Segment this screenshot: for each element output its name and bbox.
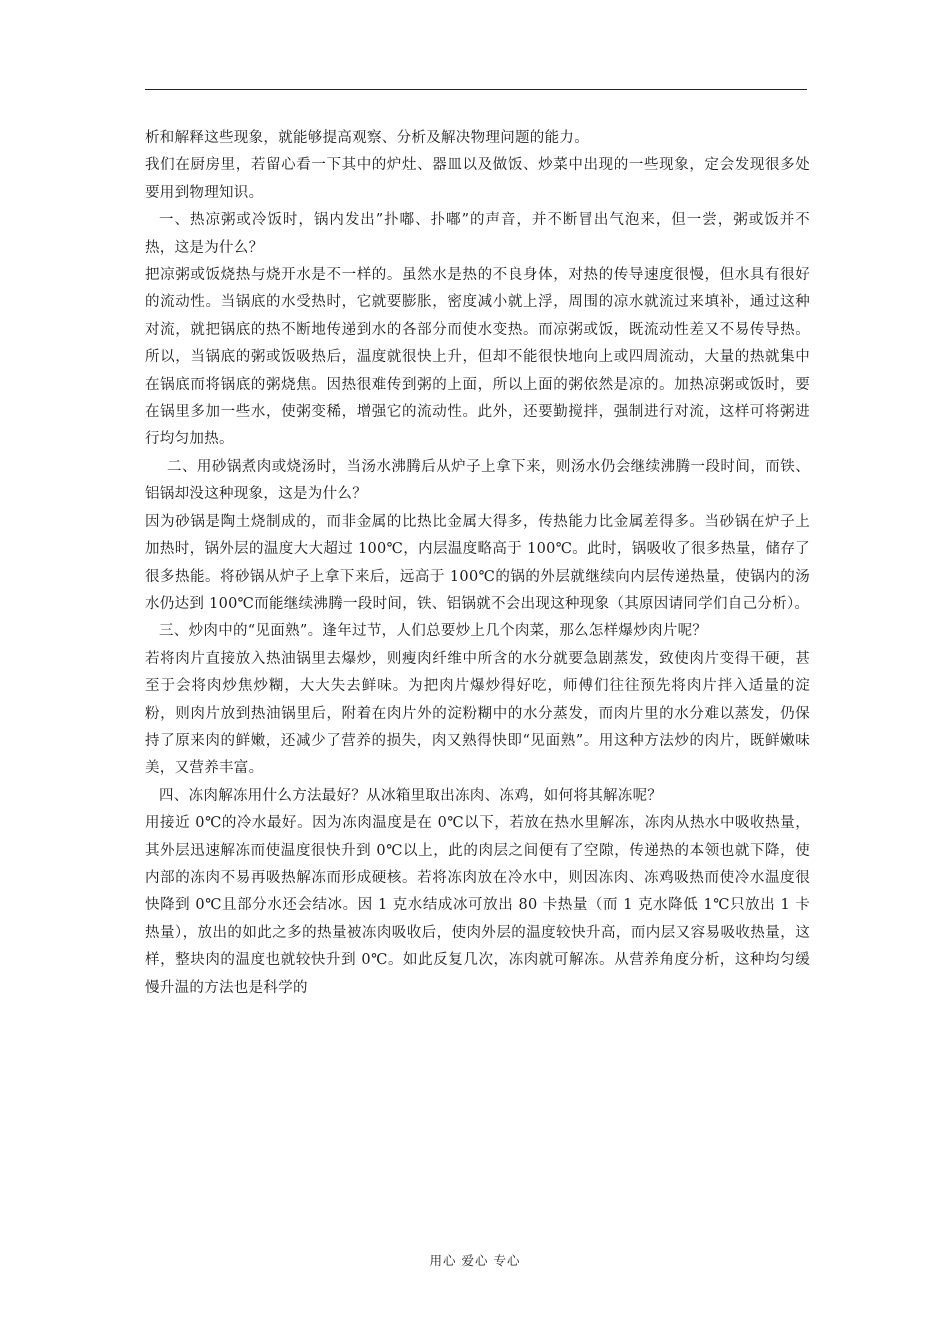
answer-2-paragraph: 因为砂锅是陶土烧制成的，而非金属的比热比金属大得多，传热能力比金属差得多。当砂锅在炉子上加热时，锅外层的温度大大超过 100℃，内层温度略高于 100℃。此时，锅吸收了很多热量，储存了很多热能。将砂锅从炉子上拿下来后，远高于 100℃的锅的外层就继续向内层传递热量，使锅内的汤水仍达到 100℃而能继续沸腾一段时间，铁、铝锅就不会出现这种现象（其原因请同学们自己分析）。 (145, 513, 810, 612)
answer-4-paragraph: 用接近 0℃的冷水最好。因为冻肉温度是在 0℃以下，若放在热水里解冻，冻肉从热水中吸收热量，其外层迅速解冻而使温度很快升到 0℃以上，此的肉层之间便有了空隙，传递热的本领也就下降，使内部的冻肉不易再吸热解冻而形成硬核。若将冻肉放在冷水中，则因冻肉、冻鸡吸热而使冷水温度很快降到 0℃且部分水还会结冰。因 1 克水结成冰可放出 80 卡热量（而 1 克水降低 1℃只放出 1 卡热量），放出的如此之多的热量被冻肉吸收后，使肉外层的温度较快升高，而内层又容易吸收热量，这样，整块肉的温度也就较快升到 0℃。如此反复几次，冻肉就可解冻。从营养角度分析，这种均匀缓慢升温的方法也是科学的 (145, 815, 810, 996)
paragraph-intro-continuation: 析和解释这些现象，就能够提高观察、分析及解决物理问题的能力。 (145, 130, 589, 146)
document-body (145, 125, 810, 1002)
answer-1-paragraph: 把凉粥或饭烧热与烧开水是不一样的。虽然水是热的不良身体，对热的传导速度很慢，但水具有很好的流动性。当锅底的水受热时，它就要膨胀，密度减小就上浮，周围的凉水就流过来填补，通过这种对流，就把锅底的热不断地传递到水的各部分而使水变热。而凉粥或饭，既流动性差又不易传导热。所以，当锅底的粥或饭吸热后，温度就很快上升，但却不能很快地向上或四周流动，大量的热就集中在锅底而将锅底的粥烧焦。因热很难传到粥的上面，所以上面的粥依然是凉的。加热凉粥或饭时，要在锅里多加一些水，使粥变稀，增强它的流动性。此外，还要勤搅拌，强制进行对流，这样可将粥进行均匀加热。 (145, 267, 810, 448)
question-4-heading: 四、冻肉解冻用什么方法最好？从冰箱里取出冻肉、冻鸡，如何将其解冻呢？ (159, 787, 663, 804)
question-3-heading: 三、炒肉中的“见面熟”。逢年过节，人们总要炒上几个肉菜，那么怎样爆炒肉片呢？ (159, 623, 708, 640)
page-footer: 用心 爱心 专心 (429, 1253, 521, 1268)
question-1-heading: 一、热凉粥或冷饭时，锅内发出”扑嘟、扑嘟”的声音，并不断冒出气泡来，但一尝，粥或饭并不热，这是为什么？ (145, 212, 810, 256)
header-rule (145, 89, 807, 90)
answer-3-paragraph: 若将肉片直接放入热油锅里去爆炒，则瘦肉纤维中所含的水分就要急剧蒸发，致使肉片变得干硬，甚至于会将肉炒焦炒糊，大大失去鲜味。为把肉片爆炒得好吃，师傅们往往预先将肉片拌入适量的淀粉，则肉片放到热油锅里后，附着在肉片外的淀粉糊中的水分蒸发，而肉片里的水分难以蒸发，仍保持了原来肉的鲜嫩，还减少了营养的损失，肉又熟得快即“见面熟”。用这种方法炒的肉片，既鲜嫩味美，又营养丰富。 (145, 650, 810, 777)
question-2-heading: 二、用砂锅煮肉或烧汤时，当汤水沸腾后从炉子上拿下来，则汤水仍会继续沸腾一段时间，而铁、铝锅却没这种现象，这是为什么？ (145, 458, 810, 503)
paragraph-intro: 我们在厨房里，若留心看一下其中的炉灶、器皿以及做饭、炒菜中出现的一些现象，定会发现很多处要用到物理知识。 (145, 157, 810, 201)
